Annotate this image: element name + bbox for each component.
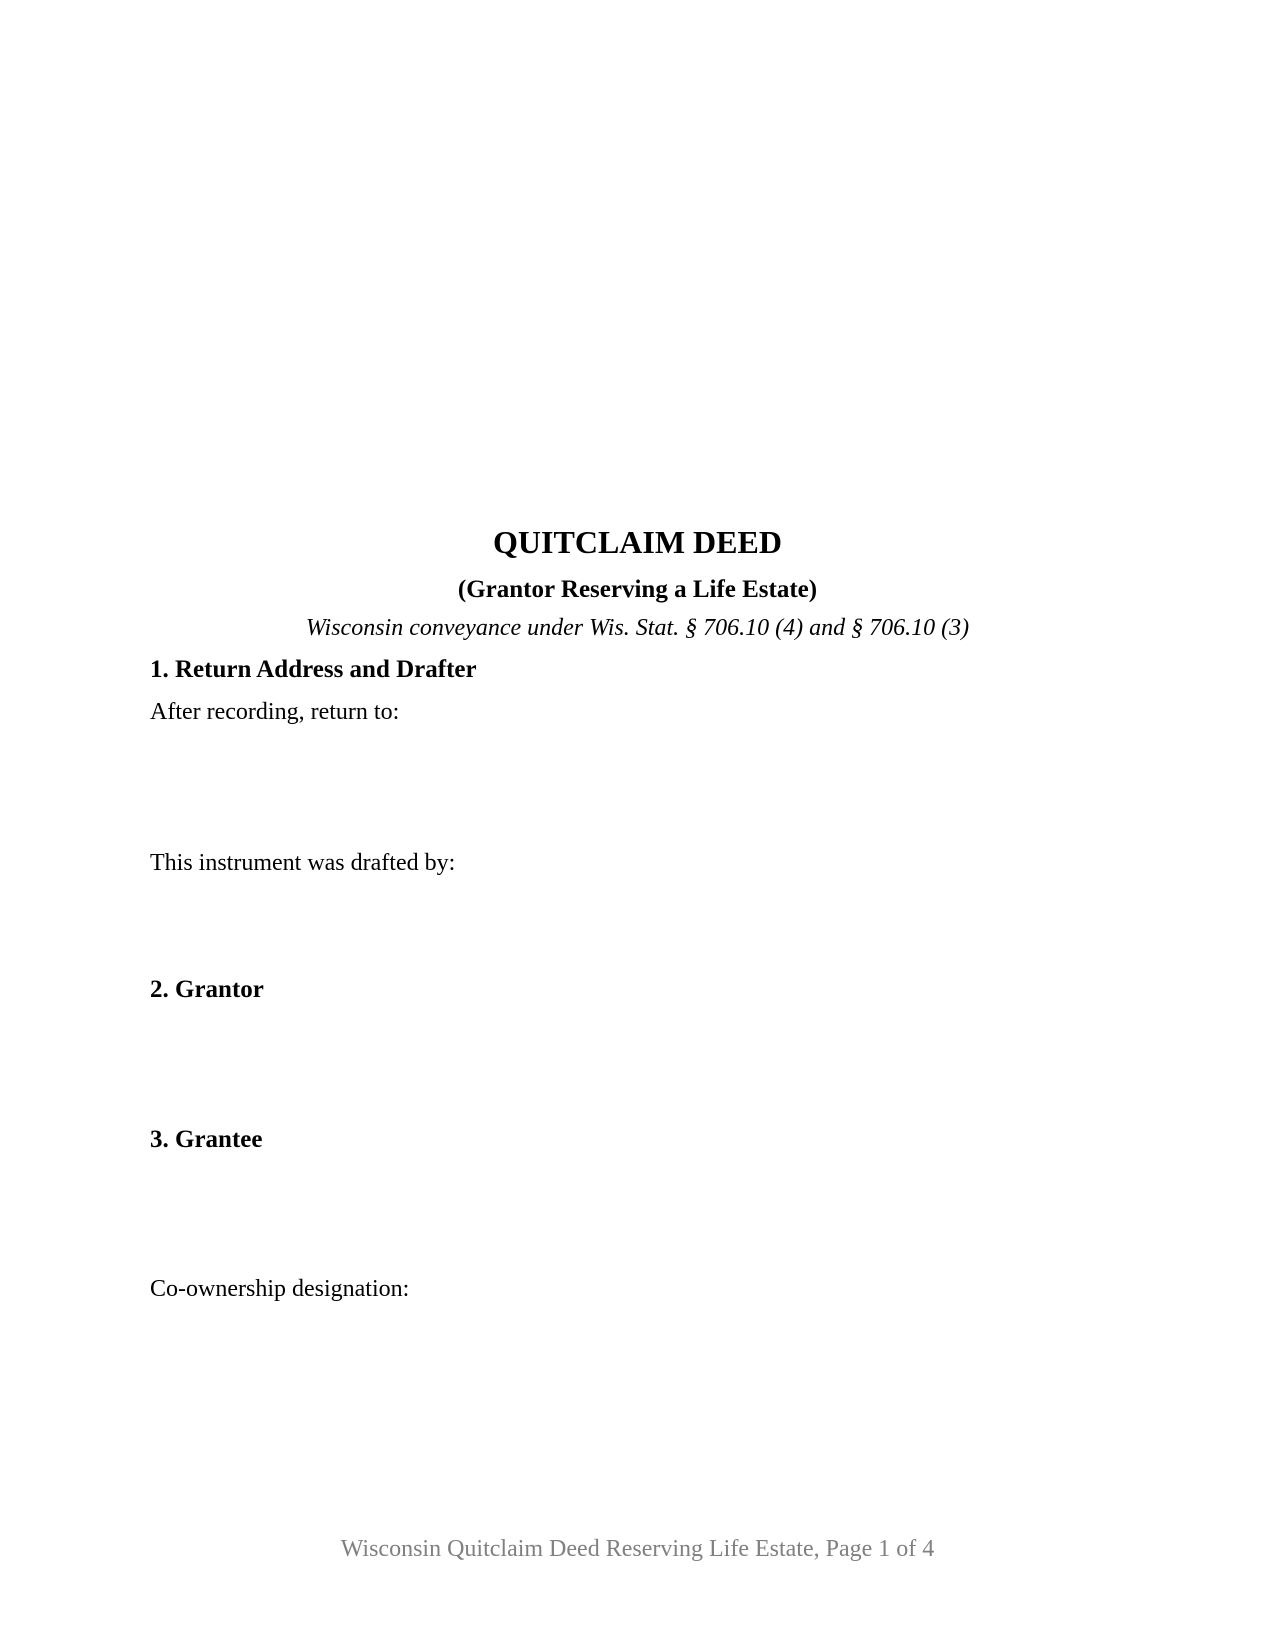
coownership-label: Co-ownership designation: [150,1276,410,1302]
return-to-label: After recording, return to: [150,699,400,725]
drafted-by-label: This instrument was drafted by: [150,850,456,876]
section-heading-grantor: 2. Grantor [150,976,264,1003]
page-footer: Wisconsin Quitclaim Deed Reserving Life Estate, Page 1 of 4 [340,1536,935,1562]
section-heading-return-address: 1. Return Address and Drafter [150,656,477,683]
document-subtitle: (Grantor Reserving a Life Estate) [457,576,818,603]
statute-line: Wisconsin conveyance under Wis. Stat. § 706.10 (4) and § 706.10 (3) [305,615,970,641]
section-heading-grantee: 3. Grantee [150,1126,263,1153]
document-title: QUITCLAIM DEED [493,524,782,560]
